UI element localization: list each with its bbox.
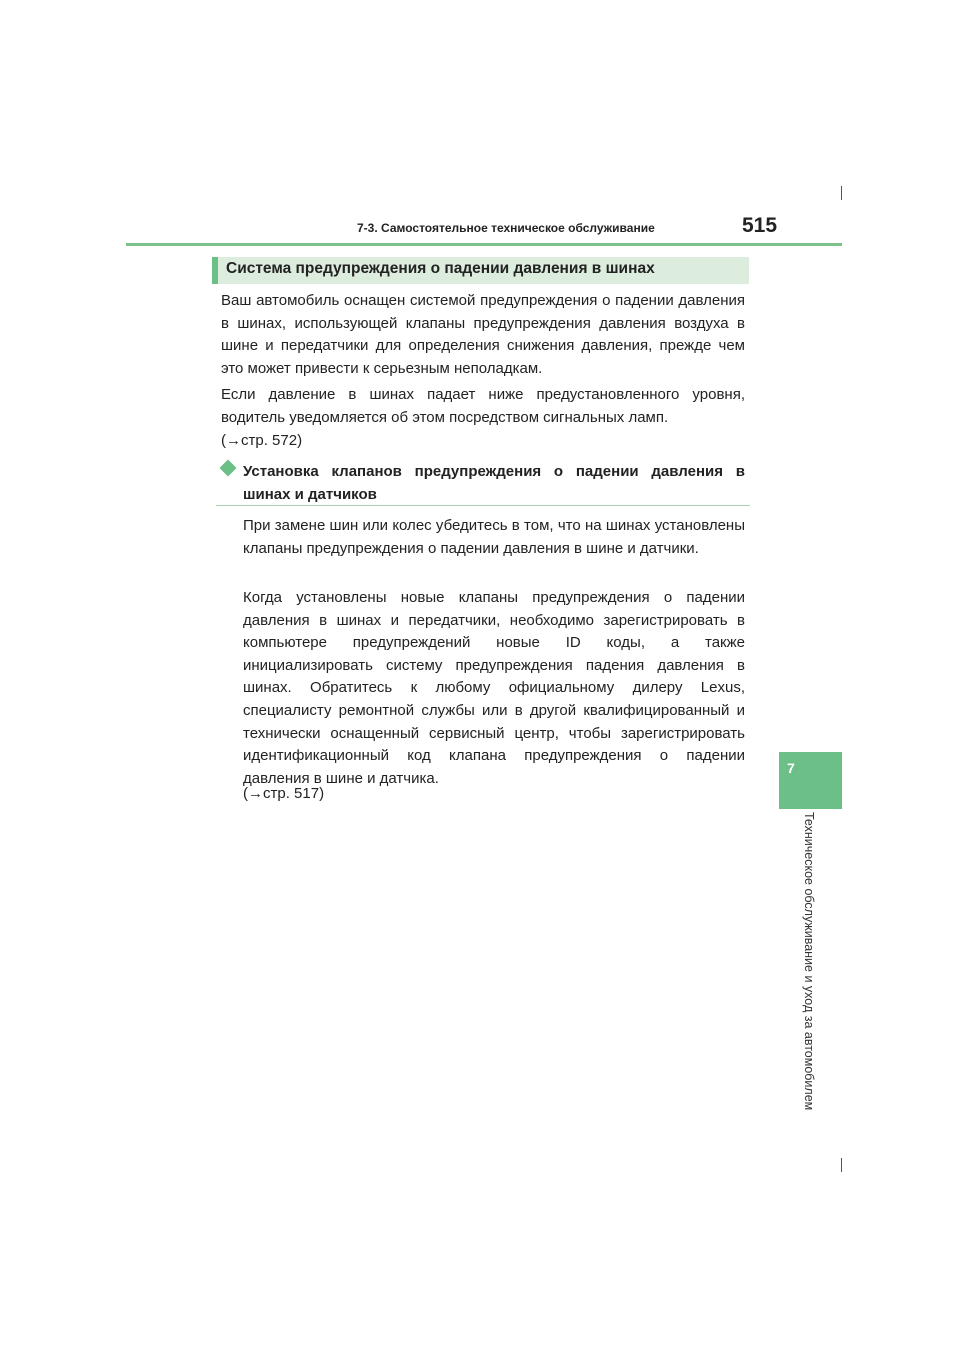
header-rule [126, 243, 842, 246]
chapter-number: 7 [787, 760, 795, 776]
intro-page-reference: (→стр. 572) [221, 432, 303, 449]
chapter-tab [779, 752, 842, 809]
section-heading-bar [212, 257, 749, 284]
page-number: 515 [742, 214, 778, 237]
subsection-title: Установка клапанов предупреждения о падении давления в шинах и датчиков [243, 463, 745, 503]
chapter-title: Техническое обслуживание и уход за автомобилем [802, 812, 816, 1111]
subsection-paragraph-2: Когда установлены новые клапаны предупреждения о падении давления в шинах и передатчики, необходимо зарегистрировать в компьютере предупреждений новые ID коды, а также инициализировать систему предупреждения падения давления в шинах. Обратитесь к любому официальному дилеру Lexus, специалисту ремонтной службы или в другой квалифицированный и технически оснащенный сервисный центр, чтобы зарегистрировать идентификационный код клапана предупреждения о падении давления в шине и датчика. [243, 589, 745, 787]
subsection-rule [216, 505, 750, 506]
chapter-side-title [802, 812, 818, 1122]
crop-mark-top [841, 186, 842, 200]
intro-paragraph-1: Ваш автомобиль оснащен системой предупреждения о падении давления в шинах, использующей клапаны предупреждения давления воздуха в шине и передатчики для определения снижения давления, прежде чем это может привести к серьезным неполадкам. [221, 292, 745, 377]
subsection-page-reference: (→стр. 517) [243, 785, 325, 802]
section-heading-accent [212, 257, 218, 284]
intro-paragraph-2: Если давление в шинах падает ниже предустановленного уровня, водитель уведомляется об этом посредством сигнальных ламп. [221, 386, 745, 426]
section-title: Система предупреждения о падении давления в шинах [226, 260, 655, 277]
diamond-bullet-icon [220, 460, 237, 477]
running-head: 7-3. Самостоятельное техническое обслуживание [357, 221, 655, 235]
subsection-paragraph-1: При замене шин или колес убедитесь в том, что на шинах установлены клапаны предупреждения о падении давления в шине и датчики. [243, 517, 745, 557]
crop-mark-bottom [841, 1158, 842, 1172]
